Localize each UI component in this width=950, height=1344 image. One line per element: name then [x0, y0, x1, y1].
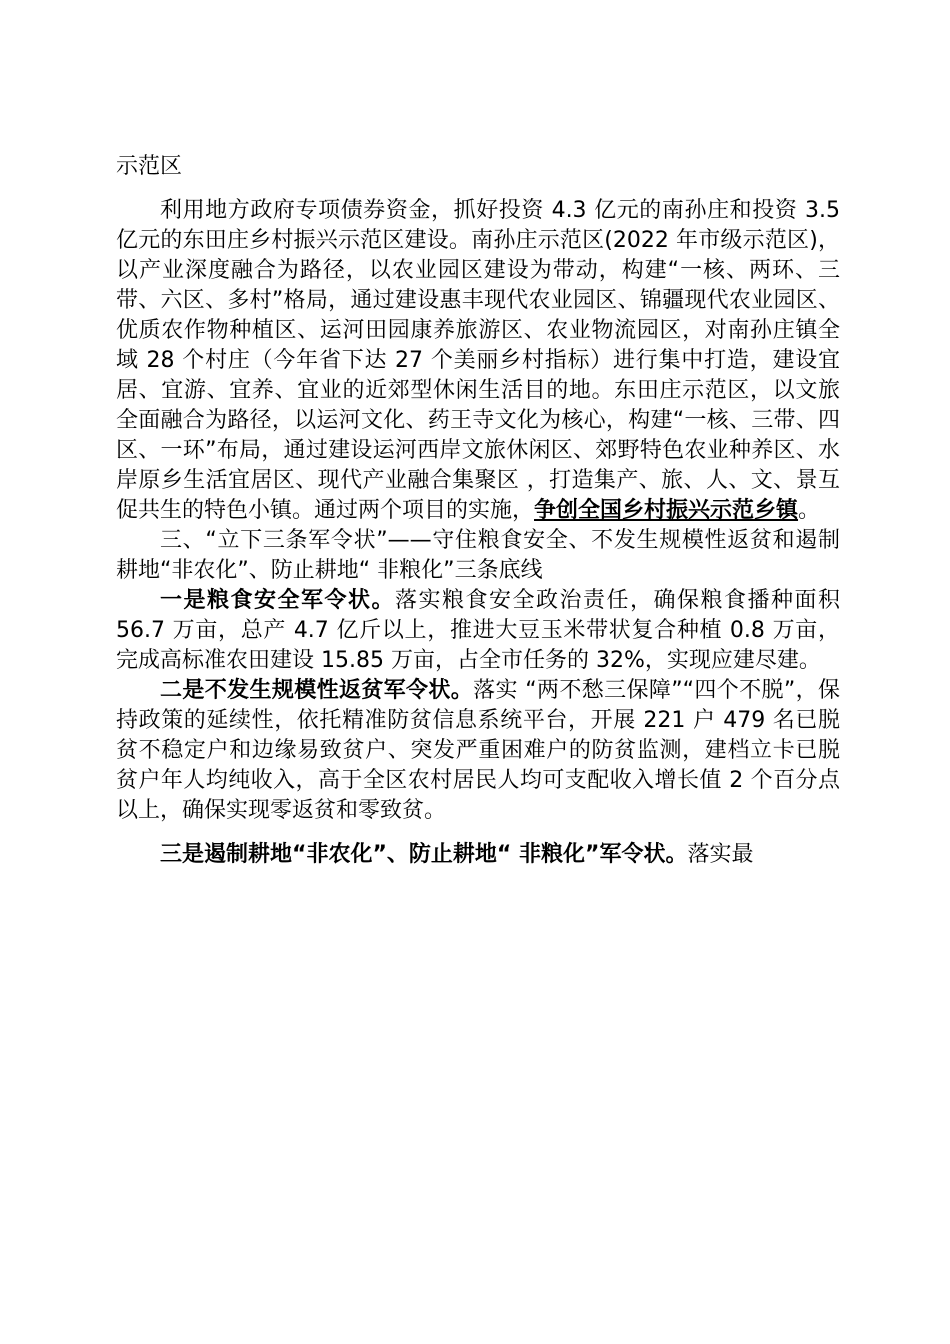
paragraph-demo-zones-text: 利用地方政府专项债券资金，抓好投资 4.3 亿元的南孙庄和投资 3.5 亿元的东田庄乡村振兴示范区建设。南孙庄示范区(2022 年市级示范区)，以产业深度融合为路径，以农业园区建设为带动，构建“一核、两环、三带、六区、多村”格局，通过建设惠丰现代农业园区、锦疆现代农业园区、优质农作物种植区、运河田园康养旅游区、农业物流园区，对南孙庄镇全域 28 个村庄（今年省下达 27 个美丽乡村指标）进行集中打造，建设宜居、宜游、宜养、宜业的近郊型休闲生活目的地。东田庄示范区，以文旅全面融合为路径，以运河文化、药王寺文化为核心，构建“一核、三带、四区、一环”布局，通过建设运河西岸文旅休闲区、郊野特色农业种养区、水岸原乡生活宜居区、现代产业融合集聚区 ，打造集产、旅、人、文、景互促共生的特色小镇。通过两个项目的实施，: [116, 198, 840, 523]
document-body: [116, 196, 840, 870]
paragraph-farmland-protection: [116, 840, 840, 870]
paragraph-demo-zones: [116, 196, 840, 526]
paragraph-end-mark: 。: [798, 498, 821, 523]
paragraph-grain-security: [116, 586, 840, 676]
grain-security-lead: 一是粮食安全军令状。: [160, 588, 395, 613]
no-poverty-return-lead: 二是不发生规模性返贫军令状。: [160, 678, 474, 703]
section-title: 示范区: [116, 154, 183, 179]
grain-security-text: 落实粮食安全政治责任，确保粮食播种面积 56.7 万亩，总产 4.7 亿斤以上，推进大豆玉米带状复合种植 0.8 万亩，完成高标准农田建设 15.85 万亩，占全市任务的 32%，实现应建尽建。: [116, 588, 840, 673]
farmland-protection-lead: 三是遏制耕地“非农化”、防止耕地“ 非粮化”军令状。: [160, 842, 688, 867]
paragraph-no-poverty-return: [116, 676, 840, 826]
emphasis-national-demo-town: 争创全国乡村振兴示范乡镇: [534, 498, 799, 523]
heading-three-pledges: 三、“立下三条军令状”——守住粮食安全、不发生规模性返贫和遏制耕地“非农化”、防止耕地“ 非粮化”三条底线: [116, 528, 840, 583]
farmland-protection-text: 落实最: [687, 842, 754, 867]
no-poverty-return-text: 落实 “两不愁三保障”“四个不脱”，保持政策的延续性，依托精准防贫信息系统平台，开展 221 户 479 名已脱贫不稳定户和边缘易致贫户、突发严重困难户的防贫监测，建档立卡已脱贫户年人均纯收入，高于全区农村居民人均可支配收入增长值 2 个百分点以上，确保实现零返贫和零致贫。: [116, 678, 840, 823]
